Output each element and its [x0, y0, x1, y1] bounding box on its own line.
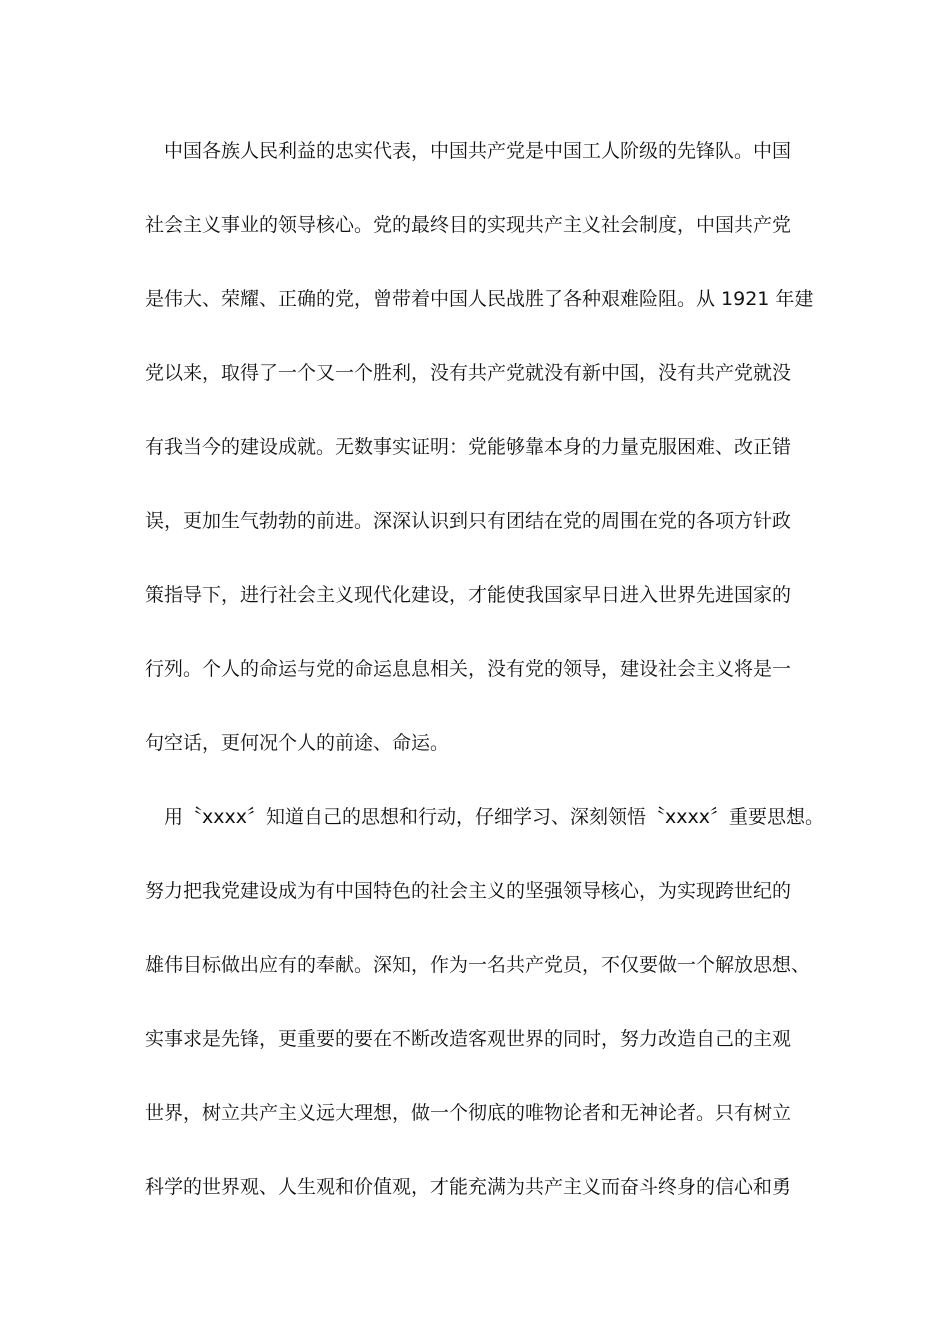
text-line: 雄伟目标做出应有的奉献。深知，作为一名共产党员，不仅要做一个解放思想、 — [145, 954, 811, 976]
document-body — [145, 121, 824, 1231]
text-line: 句空话，更何况个人的前途、命运。 — [145, 732, 450, 754]
text-line: 社会主义事业的领导核心。党的最终目的实现共产主义社会制度，中国共产党 — [145, 214, 792, 236]
text-line: 世界，树立共产主义远大理想，做一个彻底的唯物论者和无神论者。只有树立 — [145, 1102, 792, 1124]
text-line: 有我当今的建设成就。无数事实证明：党能够靠本身的力量克服困难、改正错 — [145, 436, 792, 458]
text-line: 策指导下，进行社会主义现代化建设，才能使我国家早日进入世界先进国家的 — [145, 584, 792, 606]
paragraph-2 — [145, 787, 824, 1231]
text-line: 误，更加生气勃勃的前进。深深认识到只有团结在党的周围在党的各项方针政 — [145, 510, 792, 532]
text-line: 中国各族人民利益的忠实代表，中国共产党是中国工人阶级的先锋队。中国 — [145, 140, 792, 162]
text-line: 是伟大、荣耀、正确的党，曾带着中国人民战胜了各种艰难险阻。从 1921 年建 — [145, 288, 814, 310]
text-line: 科学的世界观、人生观和价值观，才能充满为共产主义而奋斗终身的信心和勇 — [145, 1176, 792, 1198]
text-line: 努力把我党建设成为有中国特色的社会主义的坚强领导核心，为实现跨世纪的 — [145, 880, 792, 902]
text-line: 党以来，取得了一个又一个胜利，没有共产党就没有新中国，没有共产党就没 — [145, 362, 792, 384]
paragraph-1 — [145, 121, 814, 787]
text-line: 行列。个人的命运与党的命运息息相关，没有党的领导，建设社会主义将是一 — [145, 658, 792, 680]
text-line: 用〝xxxx〞知道自己的思想和行动，仔细学习、深刻领悟〝xxxx〞重要思想。 — [145, 806, 824, 828]
text-line: 实事求是先锋，更重要的要在不断改造客观世界的同时，努力改造自己的主观 — [145, 1028, 792, 1050]
